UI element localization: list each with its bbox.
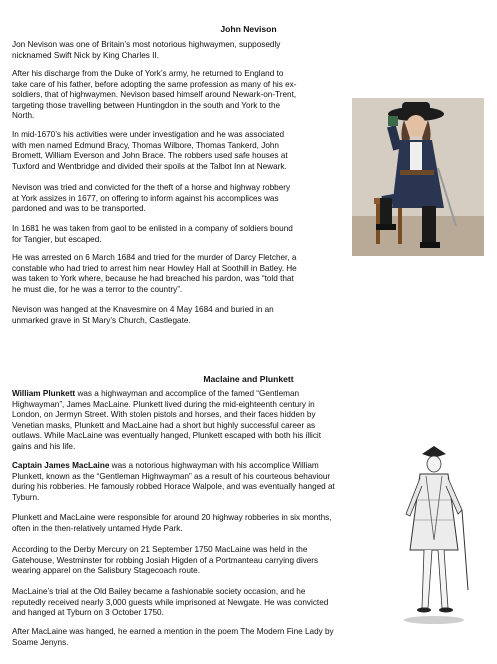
nevison-paragraph-4: Nevison was tried and convicted for the theft of a horse and highway robbery at York assizes in 1677, on offering to inform against his accomplices was pardoned and was to be transported. [12,183,291,214]
maclaine-paragraph-5: MacLaine’s trial at the Old Bailey became a fashionable society occasion, and he reputedly received nearly 3,000 guests while imprisoned at Newgate. He was convicted and hanged at Tyburn on 3 October 1750. [12,587,329,618]
maclaine-name: Captain James MacLaine [12,461,110,470]
nevison-paragraph-3: In mid-1670’s his activities were under investigation and he was associated with men named Edmund Bracy, Thomas Wilbore, Thomas Tankerd, John Bromett, William Everson and John Brace. The robbers used safe houses at Tuxford and Wentbridge and divided their spoils at the Talbot Inn at Newark. [12,130,288,171]
nevison-paragraph-1: Jon Nevison was one of Britain’s most notorious highwaymen, supposedly nicknamed Swift Nick by King Charles II. [12,40,281,60]
maclaine-paragraph-3: Plunkett and MacLaine were responsible for around 20 highway robberies in six months, often in the then-relatively untamed Hyde Park. [12,513,332,533]
gentleman-figure-icon [388,440,480,626]
section-title-nevison: John Nevison [220,24,277,34]
maclaine-paragraph-4: According to the Derby Mercury on 21 September 1750 MacLaine was held in the Gatehouse, Westminster for robbing Josiah Higden of a Portmanteau carrying divers wearing apparel on the Salisbury Stagecoach route. [12,545,319,576]
plunkett-description: was a highwayman and accomplice of the famed “Gentleman Highwayman”, James MacLaine. Plunkett lived during the mid-eighteenth century in London, on Jermyn Street. With stolen pistols and horses, and their faces hidden by Venetian masks, Plunkett and MacLaine had a short but highly successful career as outlaws. While MacLaine was eventually hanged, Plunkett escaped with both his illicit gains and his life. [12,389,322,451]
maclaine-paragraph-6: After MacLaine was hanged, he earned a mention in the poem The Modern Fine Lady by Soame Jenyns. [12,627,334,647]
nevison-paragraph-2: After his discharge from the Duke of York’s army, he returned to England to take care of his father, before adopting the same profession as many of his ex- soldiers, that of highwaymen. Nevison based himself around Newark-on-Trent, targeting those travelling between Huntingdon in the south and York to the North. [12,69,297,121]
nevison-paragraph-7: Nevison was hanged at the Knavesmire on 4 May 1684 and buried in an unmarked grave in St Mary’s Church, Castlegate. [12,305,274,325]
section-title-maclaine: Maclaine and Plunkett [203,374,294,384]
maclaine-paragraph-2 [12,461,335,503]
maclaine-description: was a notorious highwayman with his accomplice William Plunkett, known as the “Gentleman Highwayman” as a result of his courteous behaviour during his robberies. He famously robbed Horace Walpole, and was eventually hanged at Tyburn. [12,461,335,502]
plunkett-name: William Plunkett [12,389,76,398]
costumed-highwayman-photo [352,98,484,256]
nevison-paragraph-6: He was arrested on 6 March 1684 and tried for the murder of Darcy Fletcher, a constable who had tried to arrest him near Howley Hall at Soothill in Batley. He was taken to York where, because he had breached his pardon, was “told that he must die, for he was a terror to the country”. [12,253,297,294]
gentleman-highwayman-engraving [388,440,480,626]
nevison-paragraph-5: In 1681 he was taken from gaol to be enlisted in a company of soldiers bound for Tangier, but escaped. [12,224,293,244]
highwayman-figure-icon [352,98,484,256]
maclaine-paragraph-1 [12,389,321,453]
